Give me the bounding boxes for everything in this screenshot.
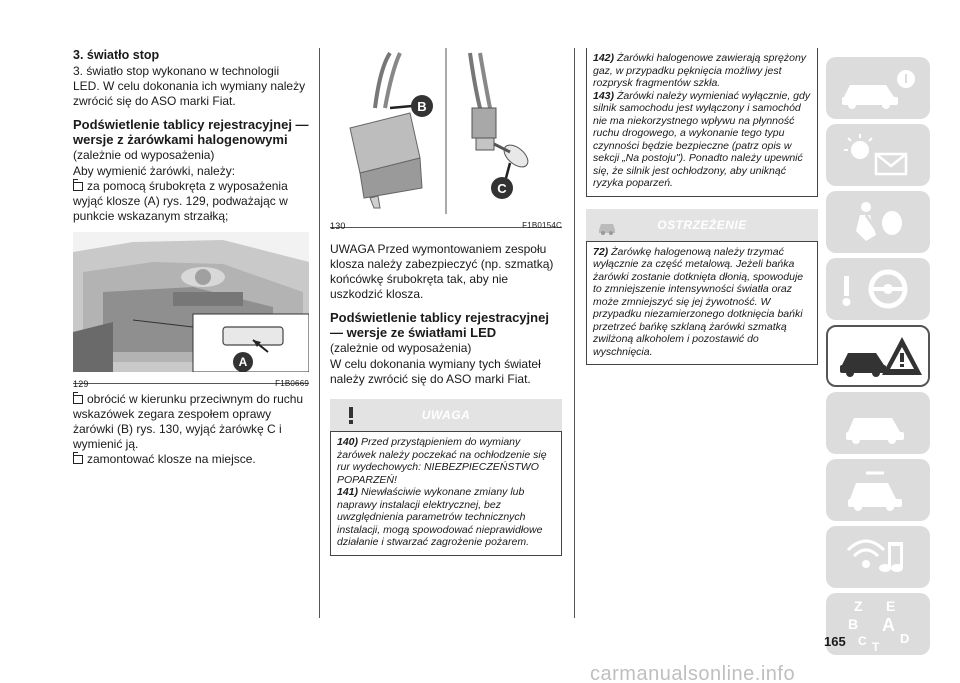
tab-safety[interactable] — [826, 191, 930, 253]
tab-multimedia[interactable] — [826, 526, 930, 588]
column-divider — [574, 48, 575, 618]
paragraph: Aby wymienić żarówki, należy: — [73, 164, 236, 178]
index-letter: Z — [854, 598, 863, 614]
paragraph: UWAGA Przed wymontowaniem zespołu klosza należy zabezpieczyć (np. szmatką) końcówkę śrubokręta tak, aby nie uszkodzić klosza. — [330, 242, 554, 301]
figure-caption — [330, 219, 562, 231]
tab-lights-messages[interactable] — [826, 124, 930, 186]
paragraph: (zależnie od wyposażenia) — [73, 148, 215, 162]
warning-title: OSTRZEŻENIE — [657, 217, 747, 232]
section-heading: Podświetlenie tablicy rejestracyjnej — wersje z żarówkami halogenowymi — [73, 117, 309, 147]
bullet-icon — [73, 182, 83, 191]
index-letter: E — [886, 598, 896, 614]
index-letter: B — [848, 616, 859, 632]
figure-caption — [73, 377, 309, 389]
note-number: 141) — [337, 486, 359, 498]
bullet-icon — [73, 395, 83, 404]
figure-number: 129 — [73, 379, 89, 389]
note-body-continued — [586, 48, 818, 197]
column-1 — [73, 48, 309, 467]
car-service-icon — [826, 392, 930, 454]
warning-body — [586, 241, 818, 366]
car-rear-illustration — [73, 232, 309, 372]
tab-maintenance[interactable] — [826, 392, 930, 454]
note-number: 143) — [593, 89, 615, 102]
note-number: 140) — [337, 436, 359, 448]
note-box-uwaga — [330, 399, 562, 556]
info-warning-icon — [340, 404, 362, 426]
section-heading: Podświetlenie tablicy rejestracyjnej — wersje ze światłami LED — [330, 310, 549, 340]
note-number: 72) — [593, 245, 609, 258]
tab-technical-data[interactable] — [826, 459, 930, 521]
column-divider — [319, 48, 320, 618]
lights-envelope-icon — [826, 124, 930, 186]
bullet-item: obrócić w kierunku przeciwnym do ruchu wskazówek zegara zespołem oprawy żarówki (B) rys. 130, wyjąć żarówkę C i wymienić ją. — [73, 392, 304, 451]
index-letter: T — [872, 640, 880, 654]
bullet-item: zamontować klosze na miejsce. — [73, 452, 309, 467]
figure-code: F1B0154C — [522, 221, 562, 230]
tab-emergency[interactable] — [826, 325, 930, 387]
index-letter: D — [900, 631, 910, 646]
note-body — [330, 431, 562, 556]
note-text: Niewłaściwie wykonane zmiany lub naprawy instalacji elektrycznej, bez uwzględnienia parametrów technicznych instalacji, mogą spowodować nieprawidłowe działanie i stwarzać zagrożenie pożarem. — [337, 486, 543, 548]
bullet-icon — [73, 455, 83, 464]
column-3 — [586, 48, 818, 365]
airbag-seat-icon — [826, 191, 930, 253]
page-number: 165 — [824, 634, 846, 649]
car-warning-icon — [596, 214, 618, 236]
figure-number: 130 — [330, 221, 346, 231]
note-header — [330, 399, 562, 431]
music-signal-icon — [826, 526, 930, 588]
bulb-holder-illustration — [330, 48, 562, 214]
figure-130 — [330, 48, 562, 231]
note-text: Żarówki należy wymieniać wyłącznie, gdy silnik samochodu jest wyłączony i samochód nie ma niekorzystnego wpływu na płynność ruchu drogowego, a wykonanie tego typu czynności będzie bezpieczne (patrz opis w sekcji „Na postoju"). Ponadto należy upewnić się, że silnik jest ochłodzony, aby uniknąć ryzyka poparzeń. — [593, 89, 811, 189]
figure-label-c: C — [497, 181, 507, 196]
paragraph: 3. światło stop wykonano w technologii LED. W celu dokonania ich wymiany należy zwrócić się do ASO marki Fiat. — [73, 64, 306, 108]
column-2 — [330, 48, 562, 556]
section-heading: 3. światło stop — [73, 48, 160, 62]
note-text: Przed przystąpieniem do wymiany żarówek należy poczekać na ochłodzenie się rur wydechowych: NIEBEZPIECZEŃSTWO POPARZEŃ! — [337, 436, 547, 486]
emergency-triangle-icon — [828, 327, 928, 385]
bullet-item: za pomocą śrubokręta z wyposażenia wyjąć klosze (A) rys. 129, podważając w punkcie wskazanym strzałką; — [73, 179, 288, 223]
paragraph: (zależnie od wyposażenia) — [330, 341, 472, 355]
chapter-sidebar — [826, 57, 930, 660]
warning-header — [586, 209, 818, 241]
index-letter: C — [858, 634, 867, 648]
note-number: 142) — [593, 52, 615, 64]
note-text: Żarówkę halogenową należy trzymać wyłącznie za część metalową. Jeżeli bańka żarówki zostanie dotknięta dłonią, spowoduje to zmniejszenie intensywności światła oraz może zmniejszyć się jej żywotność. W przypadku niezamierzonego dotknięcia bańki przetrzeć bańkę szklaną żarówki szmatką zwilżoną alkoholem i pozostawić do wyschnięcia. — [593, 245, 804, 358]
tab-driving[interactable] — [826, 258, 930, 320]
paragraph: W celu dokonania wymiany tych świateł należy zwrócić się do ASO marki Fiat. — [330, 357, 541, 386]
figure-129 — [73, 232, 309, 389]
figure-code: F1B0669 — [275, 379, 309, 388]
figure-label-a: A — [238, 355, 248, 369]
note-title: UWAGA — [421, 408, 471, 422]
warning-box — [586, 209, 818, 366]
note-text: Żarówki halogenowe zawierają sprężony gaz, w przypadku pęknięcia możliwy jest rozprysk fragmentów szkła. — [593, 52, 807, 89]
figure-label-b: B — [417, 99, 427, 114]
watermark[interactable]: carmanualsonline.info — [590, 663, 796, 683]
car-specs-icon — [826, 459, 930, 521]
steering-wheel-icon — [826, 258, 930, 320]
tab-car-info[interactable] — [826, 57, 930, 119]
car-info-icon — [826, 57, 930, 119]
index-letter: A — [882, 615, 895, 635]
